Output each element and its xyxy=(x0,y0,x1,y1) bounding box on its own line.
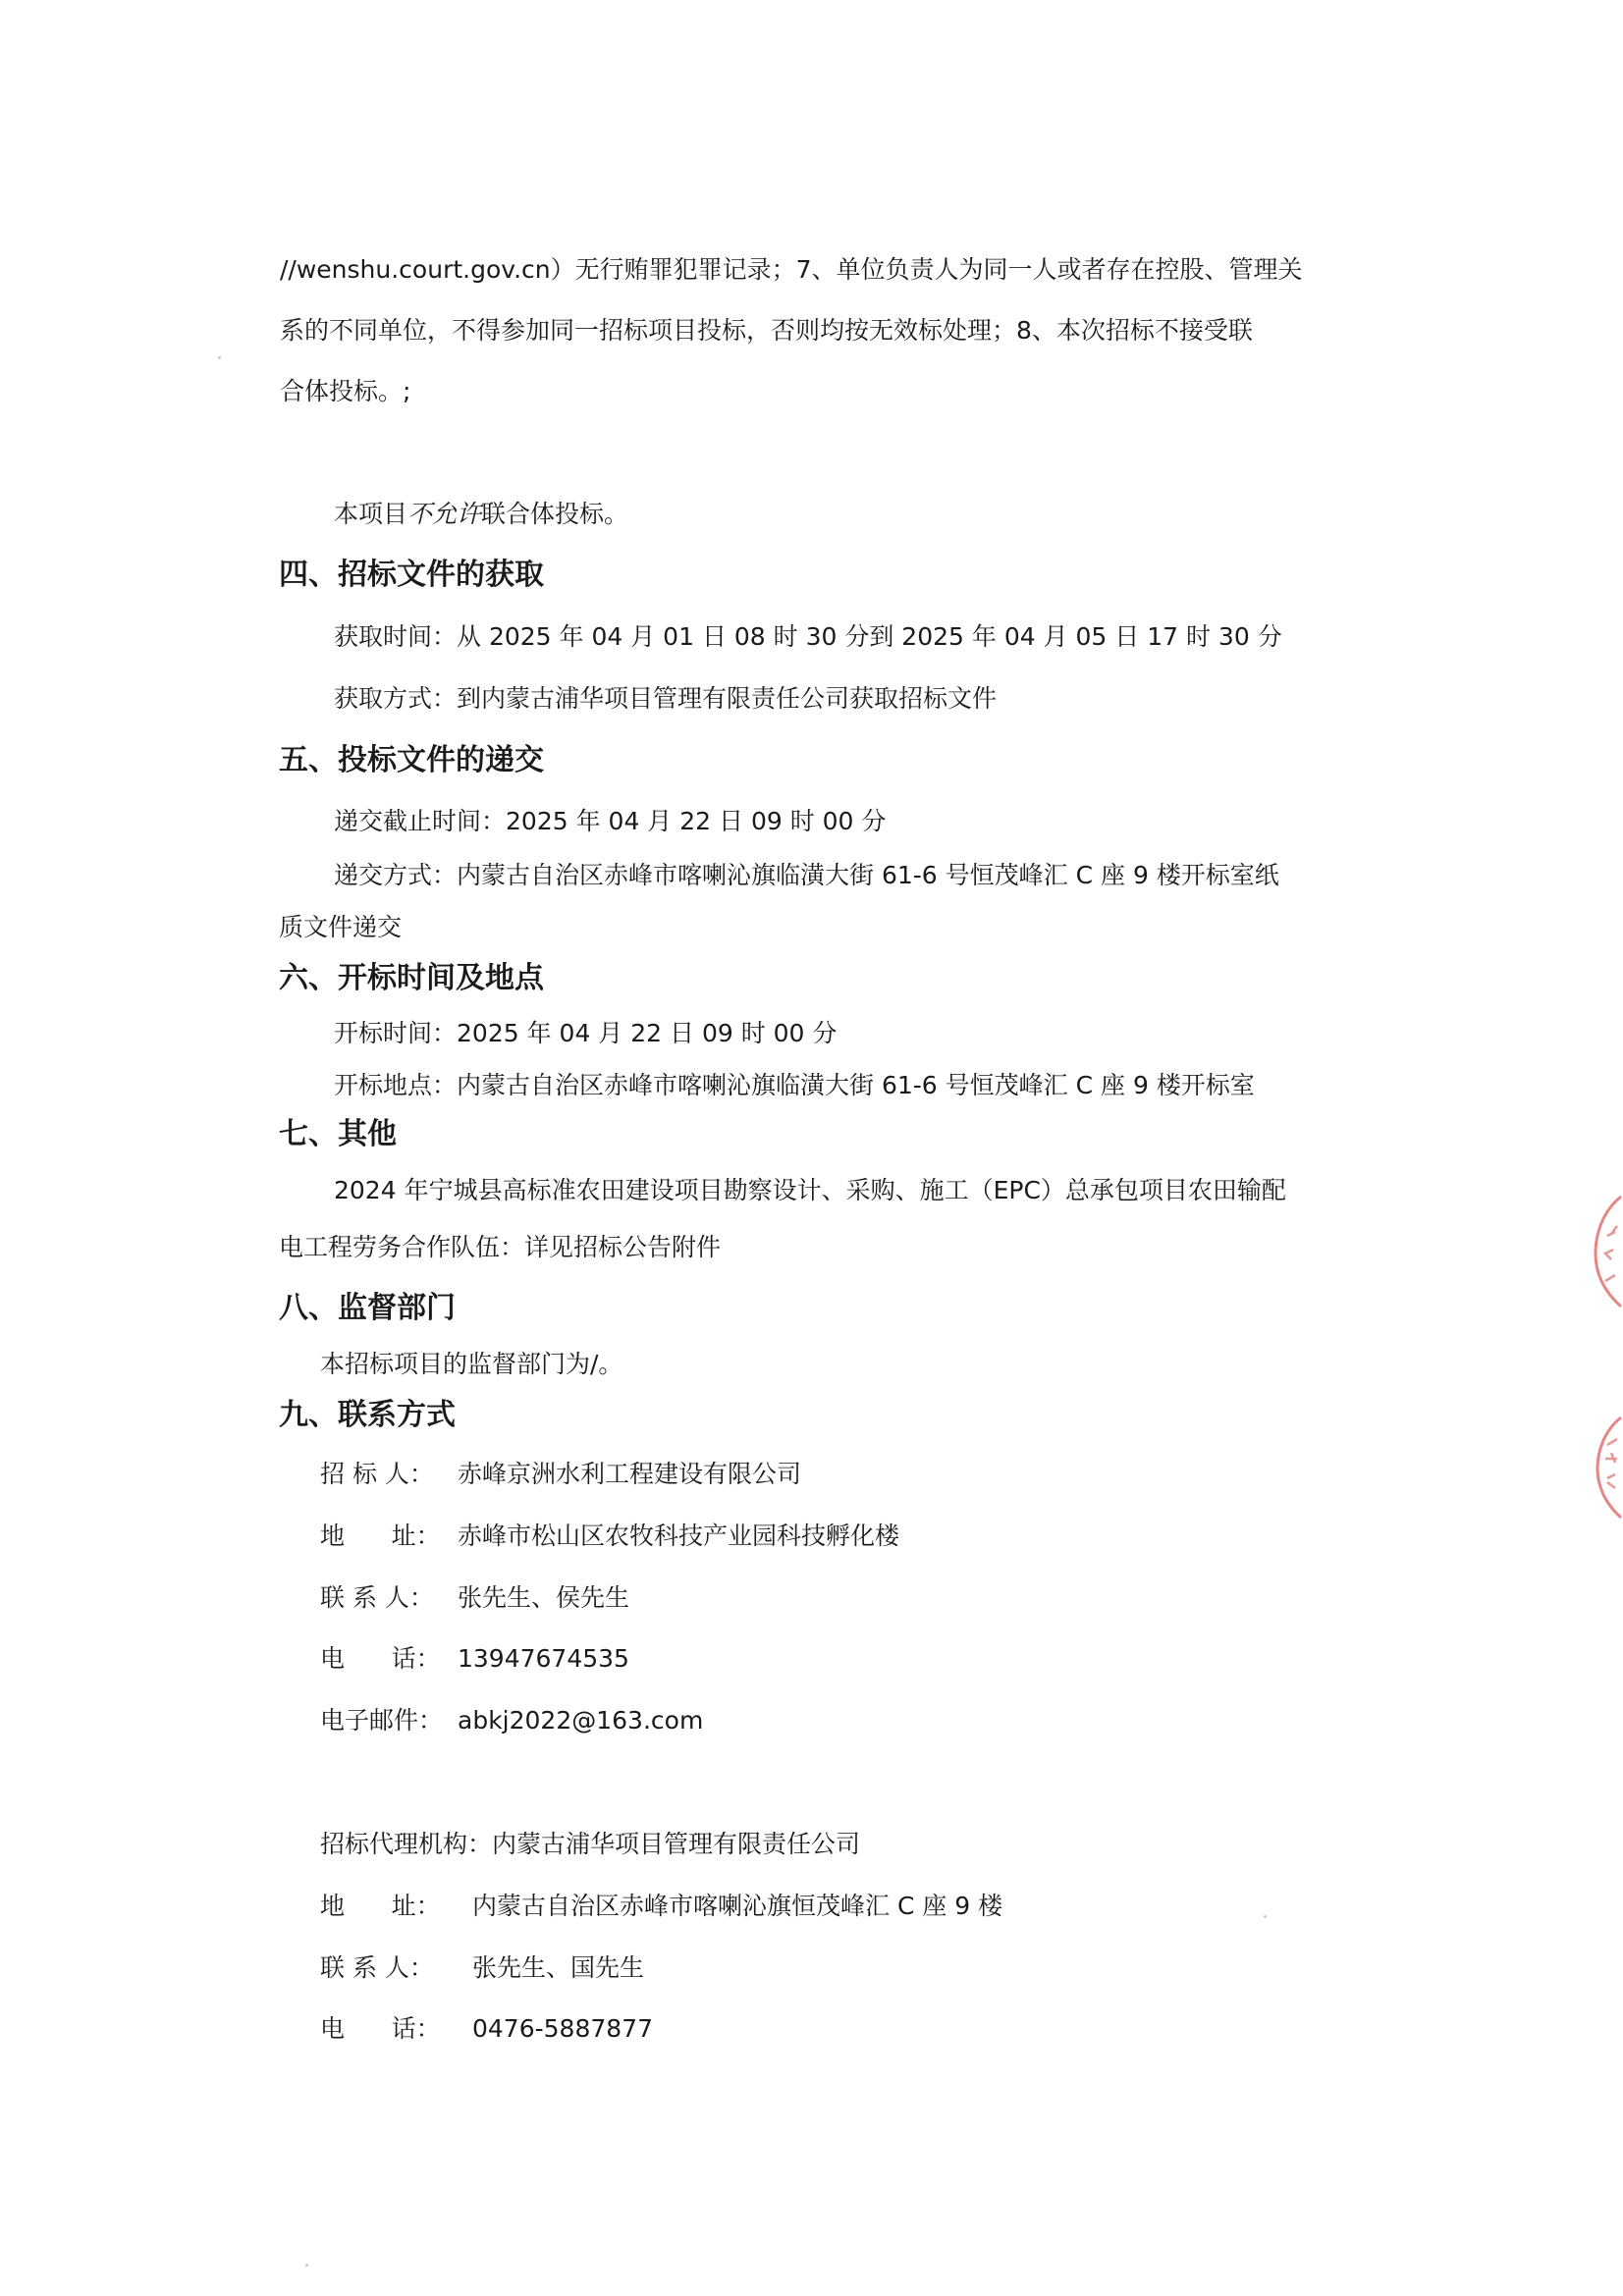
tenderer-phone xyxy=(320,1642,629,1676)
value: 张先生、侯先生 xyxy=(458,1583,630,1612)
intro-line-1: //wenshu.court.gov.cn）无行贿罪犯罪记录；7、单位负责人为同一人或者存在控股、管理关 xyxy=(280,255,1303,284)
label: 联 系 人： xyxy=(320,1583,434,1612)
value: 从 2025 年 04 月 01 日 08 时 30 分到 2025 年 04 月 05 日 17 时 30 分 xyxy=(457,622,1282,651)
section-9-heading: 九、联系方式 xyxy=(279,1398,456,1432)
section-8-text: 本招标项目的监督部门为/。 xyxy=(320,1350,623,1378)
agency-name xyxy=(320,1828,860,1861)
value: 13947674535 xyxy=(458,1644,629,1673)
agency-phone xyxy=(320,2012,653,2046)
value: 张先生、国先生 xyxy=(472,1953,645,1982)
intro-line-2: 系的不同单位，不得参加同一招标项目投标，否则均按无效标处理；8、本次招标不接受联 xyxy=(280,316,1253,345)
agency-address xyxy=(320,1890,1002,1923)
label: 地 址： xyxy=(320,1522,441,1550)
email-link[interactable]: abkj2022@163.com xyxy=(458,1706,704,1735)
section-4-heading: 四、招标文件的获取 xyxy=(279,558,544,592)
label: 地 址： xyxy=(320,1892,441,1920)
scan-speck xyxy=(305,2264,308,2267)
value: 赤峰京洲水利工程建设有限公司 xyxy=(458,1460,802,1488)
tenderer-name xyxy=(320,1458,801,1491)
consortium-prefix: 本项目 xyxy=(334,500,408,528)
label: 递交截止时间： xyxy=(334,807,507,835)
section-4-method xyxy=(334,682,997,716)
label: 递交方式： xyxy=(334,861,458,889)
label: 联 系 人： xyxy=(320,1953,434,1982)
scan-speck xyxy=(218,356,221,359)
value: 内蒙古自治区赤峰市喀喇沁旗恒茂峰汇 C 座 9 楼 xyxy=(472,1892,1003,1920)
consortium-suffix: 联合体投标。 xyxy=(481,500,629,528)
intro-line-3: 合体投标。; xyxy=(280,377,411,405)
seal-fragment-lower xyxy=(1588,1414,1623,1522)
tenderer-address xyxy=(320,1520,899,1553)
section-5-method xyxy=(334,859,1279,892)
section-5-method-cont: 质文件递交 xyxy=(279,913,403,941)
label: 招 标 人： xyxy=(320,1460,434,1488)
label: 电 话： xyxy=(320,2014,441,2043)
section-6-time xyxy=(334,1017,837,1050)
section-6-heading: 六、开标时间及地点 xyxy=(279,961,544,995)
value: 到内蒙古浦华项目管理有限责任公司获取招标文件 xyxy=(457,684,998,713)
value: 2025 年 04 月 22 日 09 时 00 分 xyxy=(506,807,887,835)
section-6-place xyxy=(334,1069,1255,1102)
label: 获取方式： xyxy=(334,684,458,713)
label: 电子邮件： xyxy=(320,1706,444,1735)
value: 内蒙古自治区赤峰市喀喇沁旗临潢大街 61-6 号恒茂峰汇 C 座 9 楼开标室纸 xyxy=(457,861,1279,889)
scan-speck xyxy=(1264,1915,1267,1918)
section-5-heading: 五、投标文件的递交 xyxy=(279,743,544,777)
value: 内蒙古浦华项目管理有限责任公司 xyxy=(492,1830,861,1858)
agency-contact xyxy=(320,1951,644,1985)
label: 招标代理机构： xyxy=(320,1830,493,1858)
label: 开标地点： xyxy=(334,1071,458,1099)
consortium-statement xyxy=(334,498,628,531)
section-5-deadline xyxy=(334,805,886,838)
value: 2025 年 04 月 22 日 09 时 00 分 xyxy=(457,1019,838,1047)
consortium-emphasis: 不允许 xyxy=(407,500,482,528)
value: 0476-5887877 xyxy=(472,2014,653,2043)
value: 内蒙古自治区赤峰市喀喇沁旗临潢大街 61-6 号恒茂峰汇 C 座 9 楼开标室 xyxy=(457,1071,1255,1099)
tenderer-email xyxy=(320,1704,703,1737)
value: 赤峰市松山区农牧科技产业园科技孵化楼 xyxy=(458,1522,900,1550)
section-8-heading: 八、监督部门 xyxy=(279,1291,456,1325)
label: 获取时间： xyxy=(334,622,458,651)
tenderer-contact xyxy=(320,1581,629,1615)
section-7-line-2: 电工程劳务合作队伍：详见招标公告附件 xyxy=(279,1233,722,1261)
section-7-heading: 七、其他 xyxy=(279,1117,397,1151)
label: 电 话： xyxy=(320,1644,441,1673)
section-4-time xyxy=(334,620,1282,654)
section-7-line-1: 2024 年宁城县高标准农田建设项目勘察设计、采购、施工（EPC）总承包项目农田输配 xyxy=(334,1176,1286,1204)
seal-fragment-upper xyxy=(1588,1193,1623,1310)
label: 开标时间： xyxy=(334,1019,458,1047)
